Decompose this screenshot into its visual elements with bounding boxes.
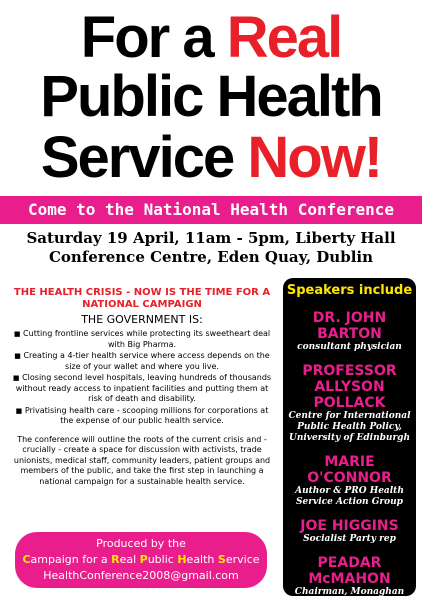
producer-box: [15, 532, 267, 588]
headline-real: Real: [226, 5, 342, 70]
speaker-role: consultant physician: [297, 342, 402, 352]
bullet-item: ■ Closing second level hospitals, leaving hundreds of thousands without ready access to inpatient facilities and putting them at risk of death and disability.: [12, 373, 272, 403]
square-bullet-icon: ■: [15, 406, 23, 415]
headline-for-a: For a: [80, 5, 227, 70]
event-details-line-1: Saturday 19 April, 11am - 5pm, Liberty Hall: [26, 229, 396, 247]
speakers-panel: [283, 278, 416, 608]
headline-line-2: Public Health: [40, 64, 382, 129]
speaker-name: PEADAR McMAHON: [308, 555, 391, 587]
speakers-title: Speakers include: [286, 283, 413, 298]
square-bullet-icon: ■: [12, 374, 20, 382]
event-details-line-2: Conference Centre, Eden Quay, Dublin: [48, 248, 374, 266]
bullet-item: ■ Creating a 4-tier health service where access depends on the size of your wallet and where you live.: [14, 351, 270, 371]
contact-email[interactable]: HealthConference2008@gmail.com: [43, 569, 239, 582]
speaker-name: DR. JOHN BARTON: [312, 310, 387, 342]
speaker-role: Centre for International Public Health Policy, University of Edinburgh: [288, 411, 411, 443]
speaker-name: PROFESSOR ALLYSON POLLACK: [302, 363, 397, 411]
organisation-name: Campaign for a Real Public Health Service: [22, 553, 260, 566]
square-bullet-icon: ■: [14, 352, 21, 360]
conference-description: The conference will outline the roots of the current crisis and - crucially - create a space for discussion with activists, trade unionists, medical staff, community leaders, patient groups and members of the public, and take the first step in launching a national campaign for a sustainable health service.: [13, 434, 271, 486]
government-heading: THE GOVERNMENT IS:: [81, 313, 203, 326]
bullet-item: ■ Cutting frontline services while protecting its sweetheart deal with Big Pharma.: [13, 329, 271, 349]
crisis-section: [8, 287, 276, 487]
bullet-item: ■ Privatising health care - scooping millions for corporations at the expense of our public health service.: [15, 405, 269, 425]
speaker-role: Chairman, Monaghan Hospital Action Group: [293, 587, 406, 608]
square-bullet-icon: ■: [13, 330, 21, 338]
headline-service: Service: [40, 125, 248, 190]
headline-now: Now!: [247, 125, 382, 190]
crisis-heading: THE HEALTH CRISIS - NOW IS THE TIME FOR A NATIONAL CAMPAIGN: [13, 287, 271, 310]
producer-intro: Produced by the: [96, 537, 186, 550]
headline-line-3: [0, 125, 422, 190]
speaker-name: JOE HIGGINS: [300, 518, 399, 534]
speaker-name: MARIE O'CONNOR: [307, 454, 392, 486]
speaker-role: Socialist Party rep: [303, 534, 396, 544]
speaker-role: Author & PRO Health Service Action Group: [295, 486, 404, 507]
conference-banner: Come to the National Health Conference: [0, 196, 422, 224]
headline-line-1: [0, 5, 422, 70]
